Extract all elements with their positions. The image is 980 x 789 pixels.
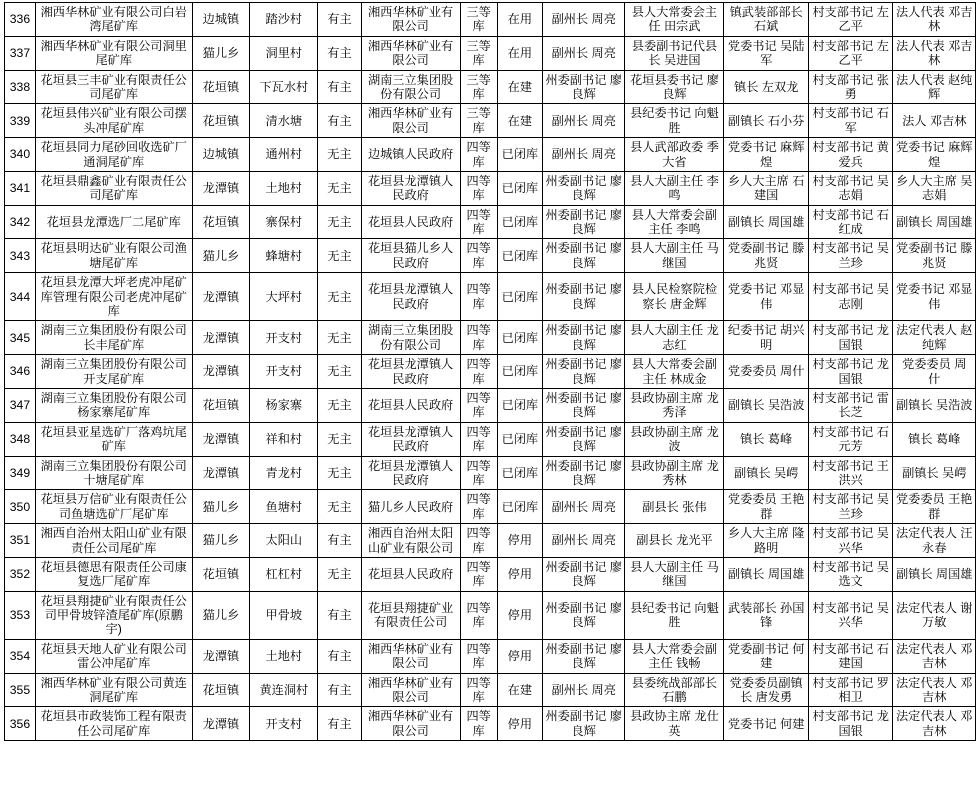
company: 花垣县龙潭镇人民政府: [361, 456, 460, 490]
village-leader: 村支部书记 吴兴华: [808, 591, 893, 639]
other-leader: 镇长 葛峰: [893, 422, 976, 456]
status: 在用: [497, 3, 542, 37]
town: 边城镇: [192, 3, 250, 37]
town: 龙潭镇: [192, 273, 250, 321]
table-row: [5, 321, 976, 355]
grade: 四等库: [460, 673, 497, 707]
town-leader: 党委书记 何建: [724, 707, 809, 741]
row-index: 351: [5, 524, 36, 558]
grade: 三等库: [460, 104, 497, 138]
row-index: 340: [5, 138, 36, 172]
village: 开支村: [250, 321, 318, 355]
state-leader: 州委副书记 廖良辉: [543, 639, 625, 673]
pond-name: 湖南三立集团股份有限公司开支尾矿库: [35, 355, 192, 389]
table-row: [5, 355, 976, 389]
row-index: 356: [5, 707, 36, 741]
village-leader: 村支部书记 黄爱兵: [808, 138, 893, 172]
town: 龙潭镇: [192, 355, 250, 389]
state-leader: 州委副书记 廖良辉: [543, 557, 625, 591]
other-leader: 党委书记 邓显伟: [893, 273, 976, 321]
town: 花垣镇: [192, 557, 250, 591]
village-leader: 村支部书记 张勇: [808, 70, 893, 104]
row-index: 342: [5, 205, 36, 239]
county-leader: 县人大副主任 马继国: [625, 239, 724, 273]
state-leader: 州委副书记 廖良辉: [543, 591, 625, 639]
pond-name: 花垣县三丰矿业有限责任公司尾矿库: [35, 70, 192, 104]
other-leader: 副镇长 周国雄: [893, 205, 976, 239]
village-leader: 村支部书记 龙国银: [808, 321, 893, 355]
county-leader: 花垣县委书记 廖良辉: [625, 70, 724, 104]
table-body: [5, 3, 976, 741]
row-index: 345: [5, 321, 36, 355]
town: 边城镇: [192, 138, 250, 172]
ownership: 有主: [318, 36, 361, 70]
state-leader: 副州长 周亮: [543, 524, 625, 558]
village-leader: 村支部书记 石军: [808, 104, 893, 138]
town-leader: 党委副书记 何建: [724, 639, 809, 673]
village: 开支村: [250, 355, 318, 389]
ownership: 无主: [318, 557, 361, 591]
town: 猫儿乡: [192, 490, 250, 524]
town: 猫儿乡: [192, 239, 250, 273]
ownership: 无主: [318, 239, 361, 273]
grade: 三等库: [460, 3, 497, 37]
ownership: 有主: [318, 524, 361, 558]
grade: 四等库: [460, 138, 497, 172]
other-leader: 法定代表人 赵纯辉: [893, 321, 976, 355]
table-row: [5, 490, 976, 524]
pond-name: 花垣县德思有限责任公司康复选厂尾矿库: [35, 557, 192, 591]
village-leader: 村支部书记 左乙平: [808, 3, 893, 37]
state-leader: 州委副书记 廖良辉: [543, 205, 625, 239]
grade: 三等库: [460, 70, 497, 104]
table-row: [5, 639, 976, 673]
village-leader: 村支部书记 吴志娟: [808, 171, 893, 205]
row-index: 350: [5, 490, 36, 524]
other-leader: 副镇长 吴崿: [893, 456, 976, 490]
town-leader: 乡人大主席 石建国: [724, 171, 809, 205]
town-leader: 副镇长 吴崿: [724, 456, 809, 490]
status: 停用: [497, 557, 542, 591]
town-leader: 党委委员 周什: [724, 355, 809, 389]
other-leader: 乡人大主席 吴志娟: [893, 171, 976, 205]
grade: 四等库: [460, 557, 497, 591]
other-leader: 党委委员 周 什: [893, 355, 976, 389]
row-index: 337: [5, 36, 36, 70]
county-leader: 县人大常委会副主任 林成金: [625, 355, 724, 389]
town: 猫儿乡: [192, 524, 250, 558]
other-leader: 法人代表 邓吉林: [893, 3, 976, 37]
town-leader: 党委副书记 滕兆贤: [724, 239, 809, 273]
pond-name: 湘西华林矿业有限公司白岩湾尾矿库: [35, 3, 192, 37]
pond-name: 湖南三立集团股份有限公司长丰尾矿库: [35, 321, 192, 355]
other-leader: 法人代表 邓吉林: [893, 36, 976, 70]
village: 祥和村: [250, 422, 318, 456]
ownership: 有主: [318, 639, 361, 673]
village: 踏沙村: [250, 3, 318, 37]
ownership: 有主: [318, 70, 361, 104]
county-leader: 县政协副主席 龙秀泽: [625, 388, 724, 422]
village: 蜂塘村: [250, 239, 318, 273]
town-leader: 党委委员副镇长 唐发勇: [724, 673, 809, 707]
status: 已闭库: [497, 171, 542, 205]
other-leader: 党委副书记 滕兆贤: [893, 239, 976, 273]
status: 已闭库: [497, 205, 542, 239]
company: 湘西华林矿业有限公司: [361, 639, 460, 673]
county-leader: 县人大常委会主任 田宗武: [625, 3, 724, 37]
state-leader: 州委副书记 廖良辉: [543, 355, 625, 389]
town: 猫儿乡: [192, 36, 250, 70]
village: 黄连洞村: [250, 673, 318, 707]
county-leader: 县人武部政委 季大省: [625, 138, 724, 172]
town: 龙潭镇: [192, 422, 250, 456]
status: 已闭库: [497, 490, 542, 524]
pond-name: 湖南三立集团股份有限公司杨家寨尾矿库: [35, 388, 192, 422]
pond-name: 花垣县同力尾砂回收选矿厂通洞尾矿库: [35, 138, 192, 172]
ownership: 有主: [318, 3, 361, 37]
other-leader: 党委委员 王艳群: [893, 490, 976, 524]
company: 花垣县龙潭镇人民政府: [361, 171, 460, 205]
table-row: [5, 3, 976, 37]
village-leader: 村支部书记 吴兰珍: [808, 490, 893, 524]
other-leader: 法人代表 赵纯辉: [893, 70, 976, 104]
status: 在建: [497, 70, 542, 104]
company: 湘西华林矿业有限公司: [361, 3, 460, 37]
village-leader: 村支部书记 吴兰珍: [808, 239, 893, 273]
pond-name: 花垣县鼎鑫矿业有限责任公司尾矿库: [35, 171, 192, 205]
county-leader: 县人大常委会副主任 李鸣: [625, 205, 724, 239]
county-leader: 副县长 龙光平: [625, 524, 724, 558]
status: 已闭库: [497, 422, 542, 456]
ownership: 无主: [318, 273, 361, 321]
row-index: 341: [5, 171, 36, 205]
row-index: 352: [5, 557, 36, 591]
state-leader: 副州长 周亮: [543, 104, 625, 138]
pond-name: 湘西华林矿业有限公司黄连洞尾矿库: [35, 673, 192, 707]
pond-name: 花垣县龙潭大坪老虎冲尾矿库管理有限公司老虎冲尾矿库: [35, 273, 192, 321]
village-leader: 村支部书记 王洪兴: [808, 456, 893, 490]
state-leader: 州委副书记 廖良辉: [543, 239, 625, 273]
village-leader: 村支部书记 雷长芝: [808, 388, 893, 422]
company: 花垣县猫儿乡人民政府: [361, 239, 460, 273]
pond-name: 湘西自治州太阳山矿业有限责任公司尾矿库: [35, 524, 192, 558]
table-row: [5, 422, 976, 456]
village: 大坪村: [250, 273, 318, 321]
table-row: [5, 456, 976, 490]
row-index: 354: [5, 639, 36, 673]
company: 花垣县人民政府: [361, 388, 460, 422]
village-leader: 村支部书记 左乙平: [808, 36, 893, 70]
village: 开支村: [250, 707, 318, 741]
table-row: [5, 557, 976, 591]
row-index: 353: [5, 591, 36, 639]
table-row: [5, 205, 976, 239]
village: 青龙村: [250, 456, 318, 490]
status: 停用: [497, 524, 542, 558]
table-row: [5, 388, 976, 422]
company: 猫儿乡人民政府: [361, 490, 460, 524]
ownership: 无主: [318, 205, 361, 239]
pond-name: 湘西华林矿业有限公司洞里尾矿库: [35, 36, 192, 70]
table-row: [5, 707, 976, 741]
grade: 四等库: [460, 321, 497, 355]
village-leader: 村支部书记 龙国银: [808, 355, 893, 389]
town: 龙潭镇: [192, 456, 250, 490]
status: 已闭库: [497, 321, 542, 355]
row-index: 344: [5, 273, 36, 321]
town-leader: 乡人大主席 隆路明: [724, 524, 809, 558]
other-leader: 党委书记 麻辉煌: [893, 138, 976, 172]
village: 清水塘: [250, 104, 318, 138]
state-leader: 州委副书记 廖良辉: [543, 321, 625, 355]
row-index: 339: [5, 104, 36, 138]
town-leader: 副镇长 周国雄: [724, 205, 809, 239]
village-leader: 村支部书记 吴兴华: [808, 524, 893, 558]
status: 已闭库: [497, 355, 542, 389]
town-leader: 镇长 葛峰: [724, 422, 809, 456]
table-row: [5, 104, 976, 138]
grade: 四等库: [460, 355, 497, 389]
ownership: 无主: [318, 456, 361, 490]
town-leader: 副镇长 周国雄: [724, 557, 809, 591]
grade: 四等库: [460, 524, 497, 558]
town: 花垣镇: [192, 673, 250, 707]
company: 湘西华林矿业有限公司: [361, 36, 460, 70]
county-leader: 县委统战部部长 石鹏: [625, 673, 724, 707]
pond-name: 花垣县万信矿业有限责任公司鱼塘选矿厂尾矿库: [35, 490, 192, 524]
village-leader: 村支部书记 罗相卫: [808, 673, 893, 707]
company: 边城镇人民政府: [361, 138, 460, 172]
pond-name: 花垣县翔捷矿业有限责任公司甲骨坡锌渣尾矿库(原鹏宇): [35, 591, 192, 639]
village: 土地村: [250, 171, 318, 205]
county-leader: 县政协副主席 龙秀林: [625, 456, 724, 490]
other-leader: 副镇长 吴浩波: [893, 388, 976, 422]
town-leader: 副镇长 吴浩波: [724, 388, 809, 422]
town-leader: 武装部长 孙国锋: [724, 591, 809, 639]
company: 湖南三立集团股份有限公司: [361, 70, 460, 104]
state-leader: 州委副书记 廖良辉: [543, 422, 625, 456]
state-leader: 副州长 周亮: [543, 673, 625, 707]
row-index: 355: [5, 673, 36, 707]
town-leader: 党委书记 麻辉煌: [724, 138, 809, 172]
status: 在建: [497, 673, 542, 707]
town-leader: 镇长 左双龙: [724, 70, 809, 104]
ownership: 无主: [318, 422, 361, 456]
company: 花垣县龙潭镇人民政府: [361, 273, 460, 321]
ownership: 无主: [318, 490, 361, 524]
village: 杨家寨: [250, 388, 318, 422]
village-leader: 村支部书记 石建国: [808, 639, 893, 673]
state-leader: 州委副书记 廖良辉: [543, 456, 625, 490]
village: 下瓦水村: [250, 70, 318, 104]
ownership: 有主: [318, 104, 361, 138]
pond-name: 花垣县明达矿业有限公司渔塘尾矿库: [35, 239, 192, 273]
village: 太阳山: [250, 524, 318, 558]
ownership: 有主: [318, 707, 361, 741]
village: 甲骨坡: [250, 591, 318, 639]
village-leader: 村支部书记 石元芳: [808, 422, 893, 456]
company: 湘西自治州太阳山矿业有限公司: [361, 524, 460, 558]
town: 龙潭镇: [192, 171, 250, 205]
table-row: [5, 171, 976, 205]
town: 龙潭镇: [192, 639, 250, 673]
grade: 四等库: [460, 707, 497, 741]
town-leader: 党委书记 吴陆军: [724, 36, 809, 70]
county-leader: 县人大副主任 龙志红: [625, 321, 724, 355]
town-leader: 党委委员 王艳群: [724, 490, 809, 524]
pond-name: 花垣县伟兴矿业有限公司摆头冲尾矿库: [35, 104, 192, 138]
status: 已闭库: [497, 273, 542, 321]
other-leader: 法人 邓吉林: [893, 104, 976, 138]
county-leader: 县政协副主席 龙波: [625, 422, 724, 456]
ownership: 无主: [318, 138, 361, 172]
town: 猫儿乡: [192, 591, 250, 639]
ownership: 有主: [318, 591, 361, 639]
state-leader: 州委副书记 廖良辉: [543, 707, 625, 741]
tailings-pond-table: [4, 2, 976, 741]
other-leader: 副镇长 周国雄: [893, 557, 976, 591]
village-leader: 村支部书记 吴志刚: [808, 273, 893, 321]
status: 停用: [497, 639, 542, 673]
row-index: 343: [5, 239, 36, 273]
company: 花垣县人民政府: [361, 205, 460, 239]
state-leader: 州委副书记 廖良辉: [543, 171, 625, 205]
town-leader: 副镇长 石小芬: [724, 104, 809, 138]
ownership: 无主: [318, 171, 361, 205]
table-row: [5, 138, 976, 172]
row-index: 349: [5, 456, 36, 490]
state-leader: 州委副书记 廖良辉: [543, 388, 625, 422]
grade: 四等库: [460, 239, 497, 273]
county-leader: 县人大副主任 李鸣: [625, 171, 724, 205]
pond-name: 花垣县市政装饰工程有限责任公司尾矿库: [35, 707, 192, 741]
company: 湖南三立集团股份有限公司: [361, 321, 460, 355]
table-row: [5, 273, 976, 321]
state-leader: 副州长 周亮: [543, 36, 625, 70]
county-leader: 县委副书记代县长 吴进国: [625, 36, 724, 70]
state-leader: 州委副书记 廖良辉: [543, 70, 625, 104]
row-index: 347: [5, 388, 36, 422]
row-index: 336: [5, 3, 36, 37]
grade: 四等库: [460, 171, 497, 205]
grade: 四等库: [460, 388, 497, 422]
status: 已闭库: [497, 239, 542, 273]
table-row: [5, 70, 976, 104]
pond-name: 湖南三立集团股份有限公司十塘尾矿库: [35, 456, 192, 490]
county-leader: 副县长 张伟: [625, 490, 724, 524]
village-leader: 村支部书记 吴选文: [808, 557, 893, 591]
row-index: 348: [5, 422, 36, 456]
village: 洞里村: [250, 36, 318, 70]
table-row: [5, 673, 976, 707]
company: 花垣县人民政府: [361, 557, 460, 591]
town: 花垣镇: [192, 70, 250, 104]
county-leader: 县纪委书记 向魁胜: [625, 104, 724, 138]
grade: 四等库: [460, 273, 497, 321]
status: 停用: [497, 591, 542, 639]
grade: 四等库: [460, 456, 497, 490]
status: 已闭库: [497, 388, 542, 422]
grade: 四等库: [460, 591, 497, 639]
county-leader: 县政协主席 龙仕英: [625, 707, 724, 741]
village: 通州村: [250, 138, 318, 172]
status: 已闭库: [497, 456, 542, 490]
town: 花垣镇: [192, 205, 250, 239]
town: 花垣镇: [192, 388, 250, 422]
county-leader: 县纪委书记 向魁胜: [625, 591, 724, 639]
state-leader: 副州长 周亮: [543, 3, 625, 37]
county-leader: 县人大副主任 马继国: [625, 557, 724, 591]
company: 湘西华林矿业有限公司: [361, 104, 460, 138]
pond-name: 花垣县天地人矿业有限公司雷公冲尾矿库: [35, 639, 192, 673]
town-leader: 纪委书记 胡兴明: [724, 321, 809, 355]
ownership: 无主: [318, 321, 361, 355]
grade: 四等库: [460, 422, 497, 456]
ownership: 无主: [318, 355, 361, 389]
village-leader: 村支部书记 石红成: [808, 205, 893, 239]
table-row: [5, 591, 976, 639]
state-leader: 副州长 周亮: [543, 490, 625, 524]
pond-name: 花垣县亚星选矿厂落鸡坑尾矿库: [35, 422, 192, 456]
company: 湘西华林矿业有限公司: [361, 673, 460, 707]
town: 龙潭镇: [192, 707, 250, 741]
village: 杠杠村: [250, 557, 318, 591]
town-leader: 镇武装部部长 石斌: [724, 3, 809, 37]
ownership: 无主: [318, 388, 361, 422]
village: 土地村: [250, 639, 318, 673]
company: 花垣县龙潭镇人民政府: [361, 422, 460, 456]
company: 花垣县龙潭镇人民政府: [361, 355, 460, 389]
other-leader: 法定代表人 邓吉林: [893, 673, 976, 707]
county-leader: 县人民检察院检察长 唐金辉: [625, 273, 724, 321]
village: 寨保村: [250, 205, 318, 239]
status: 在用: [497, 36, 542, 70]
pond-name: 花垣县龙潭选厂二尾矿库: [35, 205, 192, 239]
grade: 三等库: [460, 36, 497, 70]
ownership: 有主: [318, 673, 361, 707]
other-leader: 法定代表人 谢万敏: [893, 591, 976, 639]
other-leader: 法定代表人 邓吉林: [893, 707, 976, 741]
other-leader: 法定代表人 邓吉林: [893, 639, 976, 673]
status: 已闭库: [497, 138, 542, 172]
county-leader: 县人大常委会副主任 钱畅: [625, 639, 724, 673]
status: 停用: [497, 707, 542, 741]
other-leader: 法定代表人 汪永春: [893, 524, 976, 558]
status: 在建: [497, 104, 542, 138]
village-leader: 村支部书记 龙国银: [808, 707, 893, 741]
company: 湘西华林矿业有限公司: [361, 707, 460, 741]
state-leader: 州委副书记 廖良辉: [543, 273, 625, 321]
row-index: 346: [5, 355, 36, 389]
row-index: 338: [5, 70, 36, 104]
town: 花垣镇: [192, 104, 250, 138]
village: 鱼塘村: [250, 490, 318, 524]
state-leader: 副州长 周亮: [543, 138, 625, 172]
town-leader: 党委书记 邓显伟: [724, 273, 809, 321]
grade: 四等库: [460, 490, 497, 524]
company: 花垣县翔捷矿业有限责任公司: [361, 591, 460, 639]
table-row: [5, 239, 976, 273]
table-row: [5, 524, 976, 558]
grade: 四等库: [460, 205, 497, 239]
town: 龙潭镇: [192, 321, 250, 355]
grade: 四等库: [460, 639, 497, 673]
table-row: [5, 36, 976, 70]
